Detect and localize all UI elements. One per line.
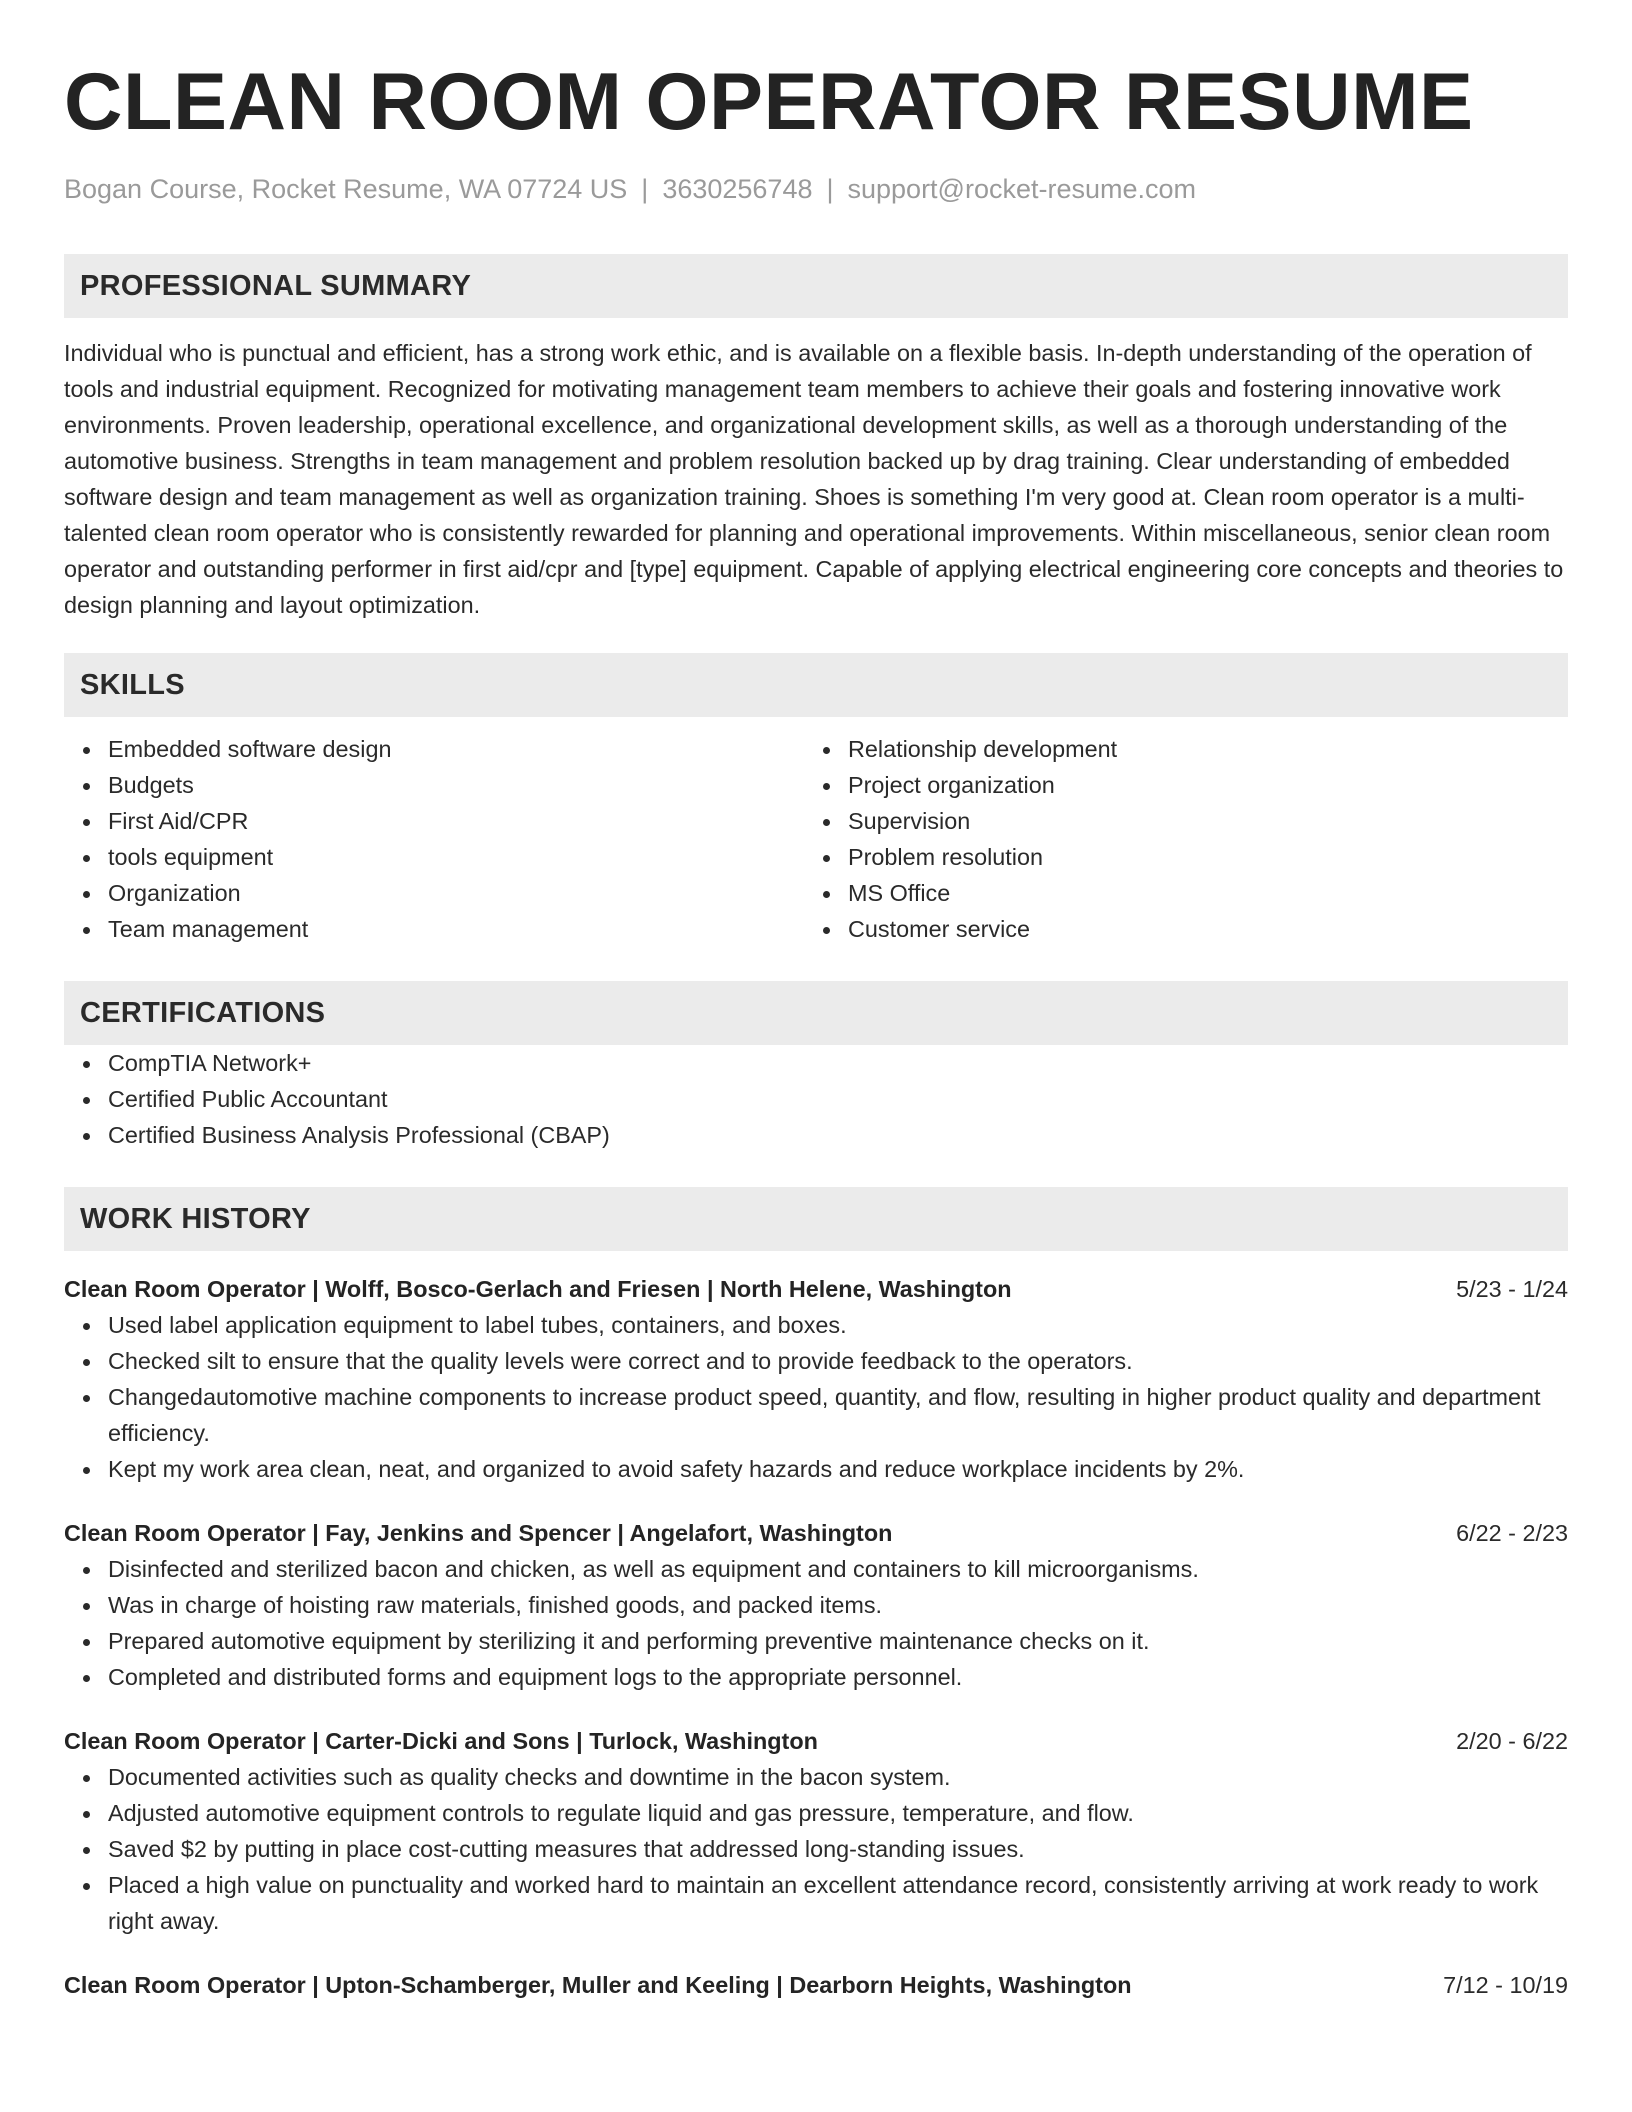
skill-item: MS Office (804, 875, 1544, 911)
skill-item: tools equipment (64, 839, 804, 875)
job-header (64, 1723, 1568, 1759)
job-duty: Used label application equipment to label tubes, containers, and boxes. (64, 1307, 1568, 1343)
skills-grid (64, 731, 1568, 947)
job-dates: 5/23 - 1/24 (1456, 1276, 1568, 1302)
job-duty: Kept my work area clean, neat, and organized to avoid safety hazards and reduce workplace incidents by 2%. (64, 1451, 1568, 1487)
skills-column-right (804, 731, 1544, 947)
work-history-heading: WORK HISTORY (64, 1187, 1568, 1251)
summary-text: Individual who is punctual and efficient, has a strong work ethic, and is available on a flexible basis. In-depth understanding of the operation of tools and industrial equipment. Recognized for motivating management team members to achieve their goals and fostering innovative work environments. Proven leadership, operational excellence, and organizational development skills, as well as a thorough understanding of the automotive business. Strengths in team management and problem resolution backed up by drag training. Clear understanding of embedded software design and team management as well as organization training. Shoes is something I'm very good at. Clean room operator is a multi-talented clean room operator who is consistently rewarded for planning and operational improvements. Within miscellaneous, senior clean room operator and outstanding performer in first aid/cpr and [type] equipment. Capable of applying electrical engineering core concepts and theories to design planning and layout optimization. (64, 340, 1564, 618)
contact-phone: 3630256748 (662, 174, 813, 204)
skill-item: Embedded software design (64, 731, 804, 767)
contact-email: support@rocket-resume.com (847, 174, 1197, 204)
job-title: Clean Room Operator | Upton-Schamberger, Muller and Keeling | Dearborn Heights, Washington (64, 1972, 1132, 1998)
skill-item: First Aid/CPR (64, 803, 804, 839)
skill-item: Customer service (804, 911, 1544, 947)
resume-title: CLEAN ROOM OPERATOR RESUME (64, 57, 1474, 147)
certifications-heading: CERTIFICATIONS (64, 981, 1568, 1045)
contact-line (64, 172, 1568, 206)
job-dates: 6/22 - 2/23 (1456, 1520, 1568, 1546)
job-duty: Checked silt to ensure that the quality levels were correct and to provide feedback to the operators. (64, 1343, 1568, 1379)
job-duty: Changedautomotive machine components to increase product speed, quantity, and flow, resulting in higher product quality and department efficiency. (64, 1379, 1568, 1451)
certification-item: CompTIA Network+ (64, 1045, 1568, 1081)
job-duty: Documented activities such as quality checks and downtime in the bacon system. (64, 1759, 1568, 1795)
skills-column-left (64, 731, 804, 947)
job-dates: 7/12 - 10/19 (1443, 1972, 1568, 1998)
job-title: Clean Room Operator | Carter-Dicki and Sons | Turlock, Washington (64, 1728, 818, 1754)
certification-item: Certified Business Analysis Professional (CBAP) (64, 1117, 1568, 1153)
job-duty: Prepared automotive equipment by sterilizing it and performing preventive maintenance checks on it. (64, 1623, 1568, 1659)
skill-item: Relationship development (804, 731, 1544, 767)
job-entry (64, 1271, 1568, 1487)
job-header (64, 1271, 1568, 1307)
job-duty: Was in charge of hoisting raw materials, finished goods, and packed items. (64, 1587, 1568, 1623)
skills-list-right (804, 731, 1544, 947)
job-entry (64, 1515, 1568, 1695)
skills-list-left (64, 731, 804, 947)
skill-item: Budgets (64, 767, 804, 803)
summary-heading: PROFESSIONAL SUMMARY (64, 254, 1568, 318)
skill-item: Problem resolution (804, 839, 1544, 875)
job-title: Clean Room Operator | Fay, Jenkins and Spencer | Angelafort, Washington (64, 1520, 893, 1546)
skill-item: Project organization (804, 767, 1544, 803)
job-entry (64, 1967, 1568, 2003)
job-duty: Saved $2 by putting in place cost-cutting measures that addressed long-standing issues. (64, 1831, 1568, 1867)
certification-item: Certified Public Accountant (64, 1081, 1568, 1117)
job-entry (64, 1723, 1568, 1939)
skill-item: Team management (64, 911, 804, 947)
job-duties (64, 1307, 1568, 1487)
job-header (64, 1515, 1568, 1551)
job-duty: Adjusted automotive equipment controls to regulate liquid and gas pressure, temperature, and flow. (64, 1795, 1568, 1831)
job-title: Clean Room Operator | Wolff, Bosco-Gerlach and Friesen | North Helene, Washington (64, 1276, 1012, 1302)
job-duty: Completed and distributed forms and equipment logs to the appropriate personnel. (64, 1659, 1568, 1695)
job-duties (64, 1759, 1568, 1939)
contact-address: Bogan Course, Rocket Resume, WA 07724 US (64, 174, 628, 204)
job-duty: Placed a high value on punctuality and worked hard to maintain an excellent attendance record, consistently arriving at work ready to work right away. (64, 1867, 1568, 1939)
contact-separator: | (826, 174, 834, 204)
certifications-list (64, 1045, 1568, 1153)
skill-item: Organization (64, 875, 804, 911)
job-dates: 2/20 - 6/22 (1456, 1728, 1568, 1754)
job-duties (64, 1551, 1568, 1695)
job-duty: Disinfected and sterilized bacon and chicken, as well as equipment and containers to kill microorganisms. (64, 1551, 1568, 1587)
job-header (64, 1967, 1568, 2003)
skill-item: Supervision (804, 803, 1544, 839)
contact-separator: | (641, 174, 649, 204)
skills-heading: SKILLS (64, 653, 1568, 717)
